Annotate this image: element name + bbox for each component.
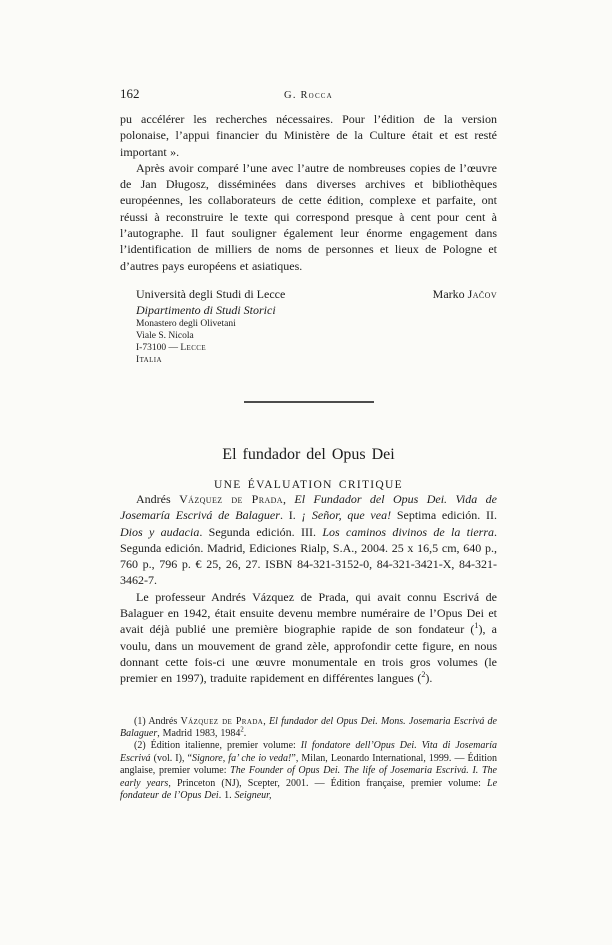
footnote-1: (1) Andrés Vázquez de Prada, El fundador del Opus Dei. Mons. Josemaria Escrivá de Balaguer, Madrid 1983, 1984$^2$.: [120, 715, 497, 739]
section-divider: [244, 401, 374, 403]
page-number: 162: [120, 86, 140, 101]
page-header: [120, 86, 497, 102]
signature-address-line: Monastero degli Olivetani: [136, 318, 236, 329]
signature-address-line: I-73100 — Lecce: [136, 342, 207, 353]
signature-address-line: Viale S. Nicola: [136, 330, 194, 341]
review-subtitle: UNE ÉVALUATION CRITIQUE: [214, 478, 403, 491]
footnotes-block: [120, 716, 497, 803]
signature-author: Marko Jačov: [432, 286, 497, 301]
signature-row: [136, 286, 497, 302]
signature-affiliation: Università degli Studi di Lecce: [136, 286, 286, 301]
author-signature-block: [120, 286, 497, 366]
footnote-2: (2) Édition italienne, premier volume: Il fondatore dell’Opus Dei. Vita di Josemaría Escrivá (vol. I), “Signore, fa’ che io veda!”, Milan, Leonardo International, 1999. — Édition anglaise, premier volume: The Founder of Opus Dei. The life of Josemaria Escrivá. I. The early years, Princeton (NJ), Scepter, 2001. — Édition française, premier volume: Le fondateur de l’Opus Dei. 1. Seigneur,: [120, 740, 498, 801]
signature-country: Italia: [136, 354, 162, 365]
paragraph-continuation: pu accélérer les recherches nécessaires. Pour l’édition de la version polonaise, l’appui financier du Ministère de la Culture était et est resté important ».: [120, 112, 497, 159]
previous-article-ending: [120, 111, 497, 366]
bibliography-paragraph: Andrés Vázquez de Prada, El Fundador del Opus Dei. Vida de Josemaría Escrivá de Balaguer. I. ¡ Señor, que vea! Septima edición. II. Dios y audacia. Segunda edición. III. Los caminos divinos de la tierra. Segunda edición. Madrid, Ediciones Rialp, S.A., 2004. 25 x 16,5 cm, 640 p., 760 p., 796 p. € 25, 26, 27. ISBN 84-321-3152-0, 84-321-3421-X, 84-321-3462-7.: [120, 491, 498, 588]
review-body-paragraph: Le professeur Andrés Vázquez de Prada, qui avait connu Escrivá de Balaguer en 1942, était ensuite devenu membre numéraire de l’Opus Dei et avait déjà publié une première biographie rapide de son fondateur ($^1$), a voulu, dans un mouvement de grand zèle, approfondir cette figure, en nous donnant cette fois-ci une œuvre monumentale en trois gros volumes (le premier en 1997), traduite rapidement en différentes langues ($^2$).: [120, 589, 497, 686]
review-title: El fundador del Opus Dei: [222, 445, 395, 463]
paragraph: Après avoir comparé l’une avec l’autre de nombreuses copies de l’œuvre de Jan Długosz, disséminées dans diverses archives et bibliothèques européennes, les collaborateurs de cette édition, complexe et parfaite, ont réussi à reconstruire le texte qui correspond presque à cent pour cent à l’autographe. Il faut souligner également leur énorme engagement dans l’identification de milliers de noms de personnes et lieux de Pologne et d’autres pays européens et asiatiques.: [120, 160, 497, 273]
running-head: G. Rocca: [284, 90, 333, 101]
book-review: [120, 446, 497, 802]
signature-department: Dipartimento di Studi Storici: [136, 302, 276, 317]
